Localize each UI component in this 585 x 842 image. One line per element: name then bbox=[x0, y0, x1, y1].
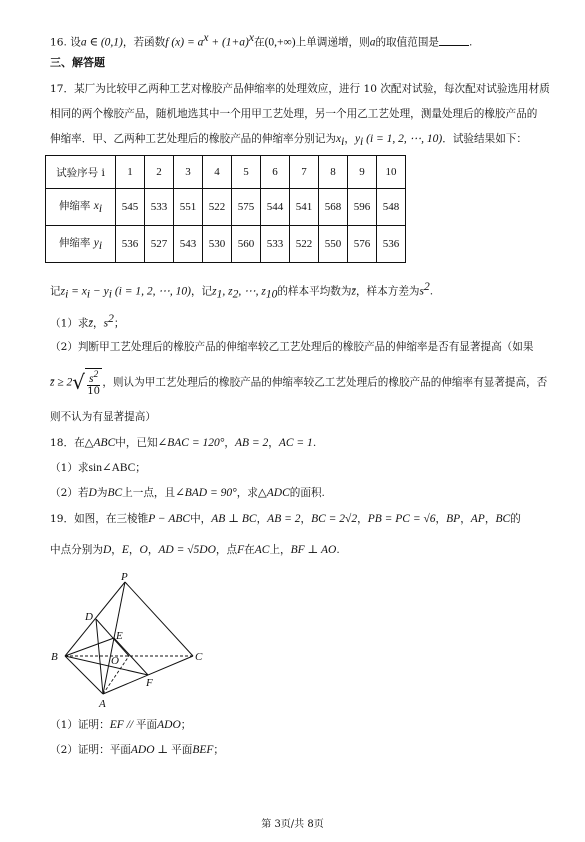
q19-text: 平面 bbox=[135, 719, 158, 731]
q18-math: D bbox=[88, 487, 97, 499]
q17-text: ，样本方差为 bbox=[355, 285, 420, 298]
q17-text: ，记 bbox=[190, 285, 213, 298]
table-cell: 541 bbox=[290, 189, 319, 226]
q17-part-1 bbox=[50, 312, 124, 331]
page-footer: 第 3页/共 8页 bbox=[261, 819, 324, 830]
q18-text: 中，已知 bbox=[115, 437, 158, 449]
q19-text: ， bbox=[128, 544, 140, 556]
row-label-sub: i bbox=[98, 240, 103, 253]
q19-part-1 bbox=[50, 718, 191, 732]
label-C: C bbox=[195, 651, 203, 663]
q18-text: ； bbox=[135, 462, 146, 474]
q17-line-1: 17．某厂为比较甲乙两种工艺对橡胶产品伸缩率的处理效应，进行 10 次配对试验，每次配对试验选用材质 bbox=[50, 83, 550, 95]
table-cell: 8 bbox=[319, 156, 348, 189]
table-cell: 1 bbox=[116, 156, 145, 189]
segment-DO bbox=[96, 619, 129, 656]
q17-math: = x bbox=[68, 285, 87, 298]
q17-text: ； bbox=[113, 317, 125, 330]
table-cell: 575 bbox=[232, 189, 261, 226]
table-cell: 527 bbox=[145, 226, 174, 263]
q16-math: a ∈ (0,1) bbox=[80, 36, 123, 49]
q17-line-4 bbox=[50, 280, 433, 302]
row-label-var: x bbox=[93, 200, 99, 213]
label-P: P bbox=[121, 571, 128, 583]
table-cell: 576 bbox=[348, 226, 377, 263]
label-F: F bbox=[146, 677, 153, 689]
table-cell: 6 bbox=[261, 156, 290, 189]
q19-text: ； bbox=[213, 744, 224, 756]
q17-text: 记 bbox=[50, 285, 61, 298]
q19-math: BC bbox=[495, 513, 511, 525]
table-cell: 533 bbox=[145, 189, 174, 226]
table-header-row bbox=[46, 156, 406, 189]
q17-text: 的样本平均数为 bbox=[277, 285, 352, 298]
segment-EF bbox=[114, 638, 148, 675]
q16-sup: x bbox=[248, 32, 254, 44]
q18-math: △ABC bbox=[84, 437, 116, 449]
q19-math: AB ⊥ BC bbox=[211, 513, 257, 525]
q19-text: ； bbox=[180, 719, 192, 731]
question-18 bbox=[50, 436, 316, 450]
q17-line-3 bbox=[50, 132, 527, 149]
segment-BF bbox=[65, 656, 148, 675]
q19-text: ， bbox=[484, 513, 496, 525]
q17-text: ．试验结果如下： bbox=[442, 133, 527, 145]
q17-math: z̄ ≥ 2 bbox=[50, 376, 73, 389]
q17-math: , z bbox=[222, 285, 233, 298]
q19-math: BEF bbox=[192, 744, 214, 756]
q19-math: ADO bbox=[157, 719, 181, 731]
q16-text: 上单调递增，则 bbox=[295, 36, 370, 49]
q18-math: △ADC bbox=[257, 487, 290, 499]
edge-AB bbox=[65, 656, 103, 694]
pyramid-figure bbox=[45, 570, 215, 710]
q18-text: （1）求 bbox=[50, 462, 89, 474]
q19-text: ， bbox=[111, 544, 122, 556]
table-row bbox=[46, 226, 406, 263]
table-cell: 7 bbox=[290, 156, 319, 189]
q17-math: z̄ bbox=[88, 317, 94, 330]
q17-math: s bbox=[103, 317, 109, 330]
table-cell: 10 bbox=[377, 156, 406, 189]
table-cell: 533 bbox=[261, 226, 290, 263]
fraction bbox=[85, 368, 102, 397]
q17-sup: 2 bbox=[424, 281, 430, 293]
question-19 bbox=[50, 512, 521, 526]
q19-math: BC = 2√2 bbox=[311, 513, 358, 525]
q19-math: E bbox=[121, 544, 129, 556]
q19-math: F bbox=[237, 544, 245, 556]
q17-line-2: 相同的两个橡胶产品，随机地选其中一个用甲工艺处理，另一个用乙工艺处理，测量处理后的橡胶产品的 bbox=[50, 108, 538, 120]
q19-part-2 bbox=[50, 743, 224, 757]
q16-math: a bbox=[369, 36, 376, 49]
q17-text: ， bbox=[93, 317, 104, 330]
row-label-sub: i bbox=[98, 203, 103, 216]
table-cell: 522 bbox=[203, 189, 232, 226]
q17-sub: i bbox=[65, 288, 69, 301]
q17-part-2-end: 则不认为有显著提高） bbox=[50, 411, 156, 423]
table-row bbox=[46, 189, 406, 226]
q19-text: 中点分别为 bbox=[50, 544, 103, 556]
q19-math: BP bbox=[446, 513, 461, 525]
q19-text: 在 bbox=[244, 544, 255, 556]
table-cell: 548 bbox=[377, 189, 406, 226]
q16-text: 设 bbox=[70, 36, 81, 49]
table-cell: 545 bbox=[116, 189, 145, 226]
q17-part-2-cont bbox=[50, 368, 547, 397]
q18-text: ，求 bbox=[236, 487, 258, 499]
q16-text: ，若函数 bbox=[122, 36, 166, 49]
q17-math: x bbox=[336, 133, 342, 145]
q17-text: ，则认为甲工艺处理后的橡胶产品的伸缩率较乙工艺处理后的橡胶产品的伸缩率有显著提高，否 bbox=[102, 376, 548, 389]
q19-text: ， bbox=[435, 513, 447, 525]
q16-math: + (1+a) bbox=[208, 36, 249, 49]
q19-text: ， bbox=[300, 513, 312, 525]
table-cell: 5 bbox=[232, 156, 261, 189]
table-row-label bbox=[46, 189, 116, 226]
experiment-table bbox=[45, 155, 406, 263]
row-label-text: 伸缩率 bbox=[58, 237, 94, 250]
numerator-sup: 2 bbox=[93, 369, 99, 380]
q17-text: 伸缩率．甲、乙两种工艺处理后的橡胶产品的伸缩率分别记为 bbox=[50, 133, 337, 145]
q17-sup: 2 bbox=[108, 313, 114, 325]
q19-math: O bbox=[139, 544, 148, 556]
section-heading: 三、解答题 bbox=[50, 56, 105, 69]
q19-text: ， bbox=[357, 513, 368, 525]
q16-text: 在 bbox=[254, 36, 265, 49]
label-E: E bbox=[116, 630, 123, 642]
q17-math: z bbox=[60, 285, 66, 298]
radical-sign: √ bbox=[72, 370, 86, 395]
q19-text: 的 bbox=[510, 513, 521, 525]
q19-text: . bbox=[336, 544, 340, 556]
q17-math: , ⋯, z bbox=[238, 285, 266, 298]
q17-text: ， bbox=[344, 133, 355, 145]
q18-math: BC bbox=[107, 487, 123, 499]
table-cell: 543 bbox=[174, 226, 203, 263]
q19-math: AD = √5DO bbox=[158, 544, 216, 556]
q19-text: 上， bbox=[269, 544, 291, 556]
q19-math: AC bbox=[254, 544, 270, 556]
q16-math: (0,+∞) bbox=[264, 36, 296, 49]
q18-math: AC = 1 bbox=[278, 437, 313, 449]
q17-sub: i bbox=[108, 288, 112, 301]
fraction-denominator: 10 bbox=[87, 385, 101, 397]
label-O: O bbox=[111, 655, 119, 667]
q16-sup: x bbox=[203, 32, 209, 44]
q17-math: z bbox=[212, 285, 217, 298]
table-cell: 544 bbox=[261, 189, 290, 226]
q18-part-2 bbox=[50, 486, 325, 500]
table-cell: 596 bbox=[348, 189, 377, 226]
q18-math: AB = 2 bbox=[234, 437, 269, 449]
q17-text: . bbox=[429, 285, 434, 298]
table-cell: 568 bbox=[319, 189, 348, 226]
q17-math: − y bbox=[90, 285, 109, 298]
table-cell: 3 bbox=[174, 156, 203, 189]
row-label-text: 伸缩率 bbox=[58, 200, 94, 213]
q17-sub: i bbox=[86, 288, 91, 301]
table-cell: 2 bbox=[145, 156, 174, 189]
table-cell: 550 bbox=[319, 226, 348, 263]
label-A: A bbox=[99, 698, 106, 710]
q17-math: (i = 1, 2, ⋯, 10) bbox=[363, 133, 443, 145]
q16-number: 16. bbox=[50, 36, 67, 49]
question-16 bbox=[50, 31, 472, 50]
table-cell: 522 bbox=[290, 226, 319, 263]
q19-text: （1）证明： bbox=[50, 719, 110, 731]
q18-text: 18．在 bbox=[50, 437, 85, 449]
q17-math: y bbox=[354, 133, 361, 145]
q18-part-1 bbox=[50, 461, 146, 475]
q19-text: ，点 bbox=[215, 544, 238, 556]
q16-text: . bbox=[469, 36, 473, 49]
q19-math: EF // bbox=[109, 719, 136, 731]
q19-text: 平面 bbox=[171, 744, 193, 756]
table-cell: 4 bbox=[203, 156, 232, 189]
table-cell: 536 bbox=[377, 226, 406, 263]
q19-text: （2）证明：平面 bbox=[50, 744, 131, 756]
q19-math: ⊥ bbox=[154, 744, 172, 756]
table-cell: 551 bbox=[174, 189, 203, 226]
q17-math: z̄ bbox=[351, 285, 356, 298]
q19-text: ， bbox=[460, 513, 471, 525]
q18-text: 的面积. bbox=[289, 487, 325, 499]
table-cell: 536 bbox=[116, 226, 145, 263]
table-cell: 9 bbox=[348, 156, 377, 189]
q18-text: ， bbox=[224, 437, 235, 449]
row-label-var: y bbox=[93, 237, 99, 250]
q17-math: (i = 1, 2, ⋯, 10) bbox=[111, 285, 191, 298]
fraction-numerator bbox=[87, 369, 100, 386]
q17-sub: 10 bbox=[265, 288, 278, 301]
q18-text: 上一点，且 bbox=[122, 487, 176, 499]
q17-sub: 1 bbox=[216, 288, 223, 301]
edge-PC bbox=[125, 582, 193, 656]
q19-text: ， bbox=[147, 544, 159, 556]
label-B: B bbox=[51, 651, 58, 663]
q17-sub: i bbox=[341, 136, 345, 149]
label-D: D bbox=[85, 611, 93, 623]
q19-math: D bbox=[102, 544, 112, 556]
q17-sub: i bbox=[360, 136, 364, 149]
q18-text: . bbox=[312, 437, 317, 449]
table-cell: 560 bbox=[232, 226, 261, 263]
q19-math: BF ⊥ AO bbox=[290, 544, 337, 556]
answer-blank bbox=[439, 35, 469, 46]
segment-AD bbox=[96, 619, 103, 694]
q18-text: 为 bbox=[96, 487, 108, 499]
q16-math: f (x) = a bbox=[165, 36, 204, 49]
q19-text: 19．如图，在三棱锥 bbox=[50, 513, 149, 525]
table-row-label bbox=[46, 226, 116, 263]
q17-text: （1）求 bbox=[50, 317, 89, 330]
q18-math: sin∠ABC bbox=[88, 462, 136, 474]
q18-text: ， bbox=[268, 437, 279, 449]
q19-math: AB = 2 bbox=[267, 513, 301, 525]
q19-math: PB = PC = √6 bbox=[367, 513, 436, 525]
q19-math: ADO bbox=[130, 744, 155, 756]
q17-part-2: （2）判断甲工艺处理后的橡胶产品的伸缩率较乙工艺处理后的橡胶产品的伸缩率是否有显著提高（如果 bbox=[50, 341, 534, 353]
q16-text: 的取值范围是 bbox=[375, 36, 440, 49]
q18-text: （2）若 bbox=[50, 487, 89, 499]
q19-math: AP bbox=[470, 513, 485, 525]
q19-line-2 bbox=[50, 543, 340, 557]
q19-text: ， bbox=[256, 513, 268, 525]
q18-math: ∠BAD = 90° bbox=[175, 487, 237, 499]
q17-sub: 2 bbox=[232, 288, 239, 301]
q19-math: P − ABC bbox=[148, 513, 191, 525]
sqrt-fraction bbox=[72, 368, 102, 397]
table-cell: 530 bbox=[203, 226, 232, 263]
table-header-label: 试验序号 i bbox=[46, 156, 116, 189]
q19-text: 中， bbox=[190, 513, 212, 525]
numerator-var: s bbox=[89, 372, 94, 385]
q18-math: ∠BAC = 120° bbox=[157, 437, 225, 449]
q17-math: s bbox=[419, 285, 425, 298]
